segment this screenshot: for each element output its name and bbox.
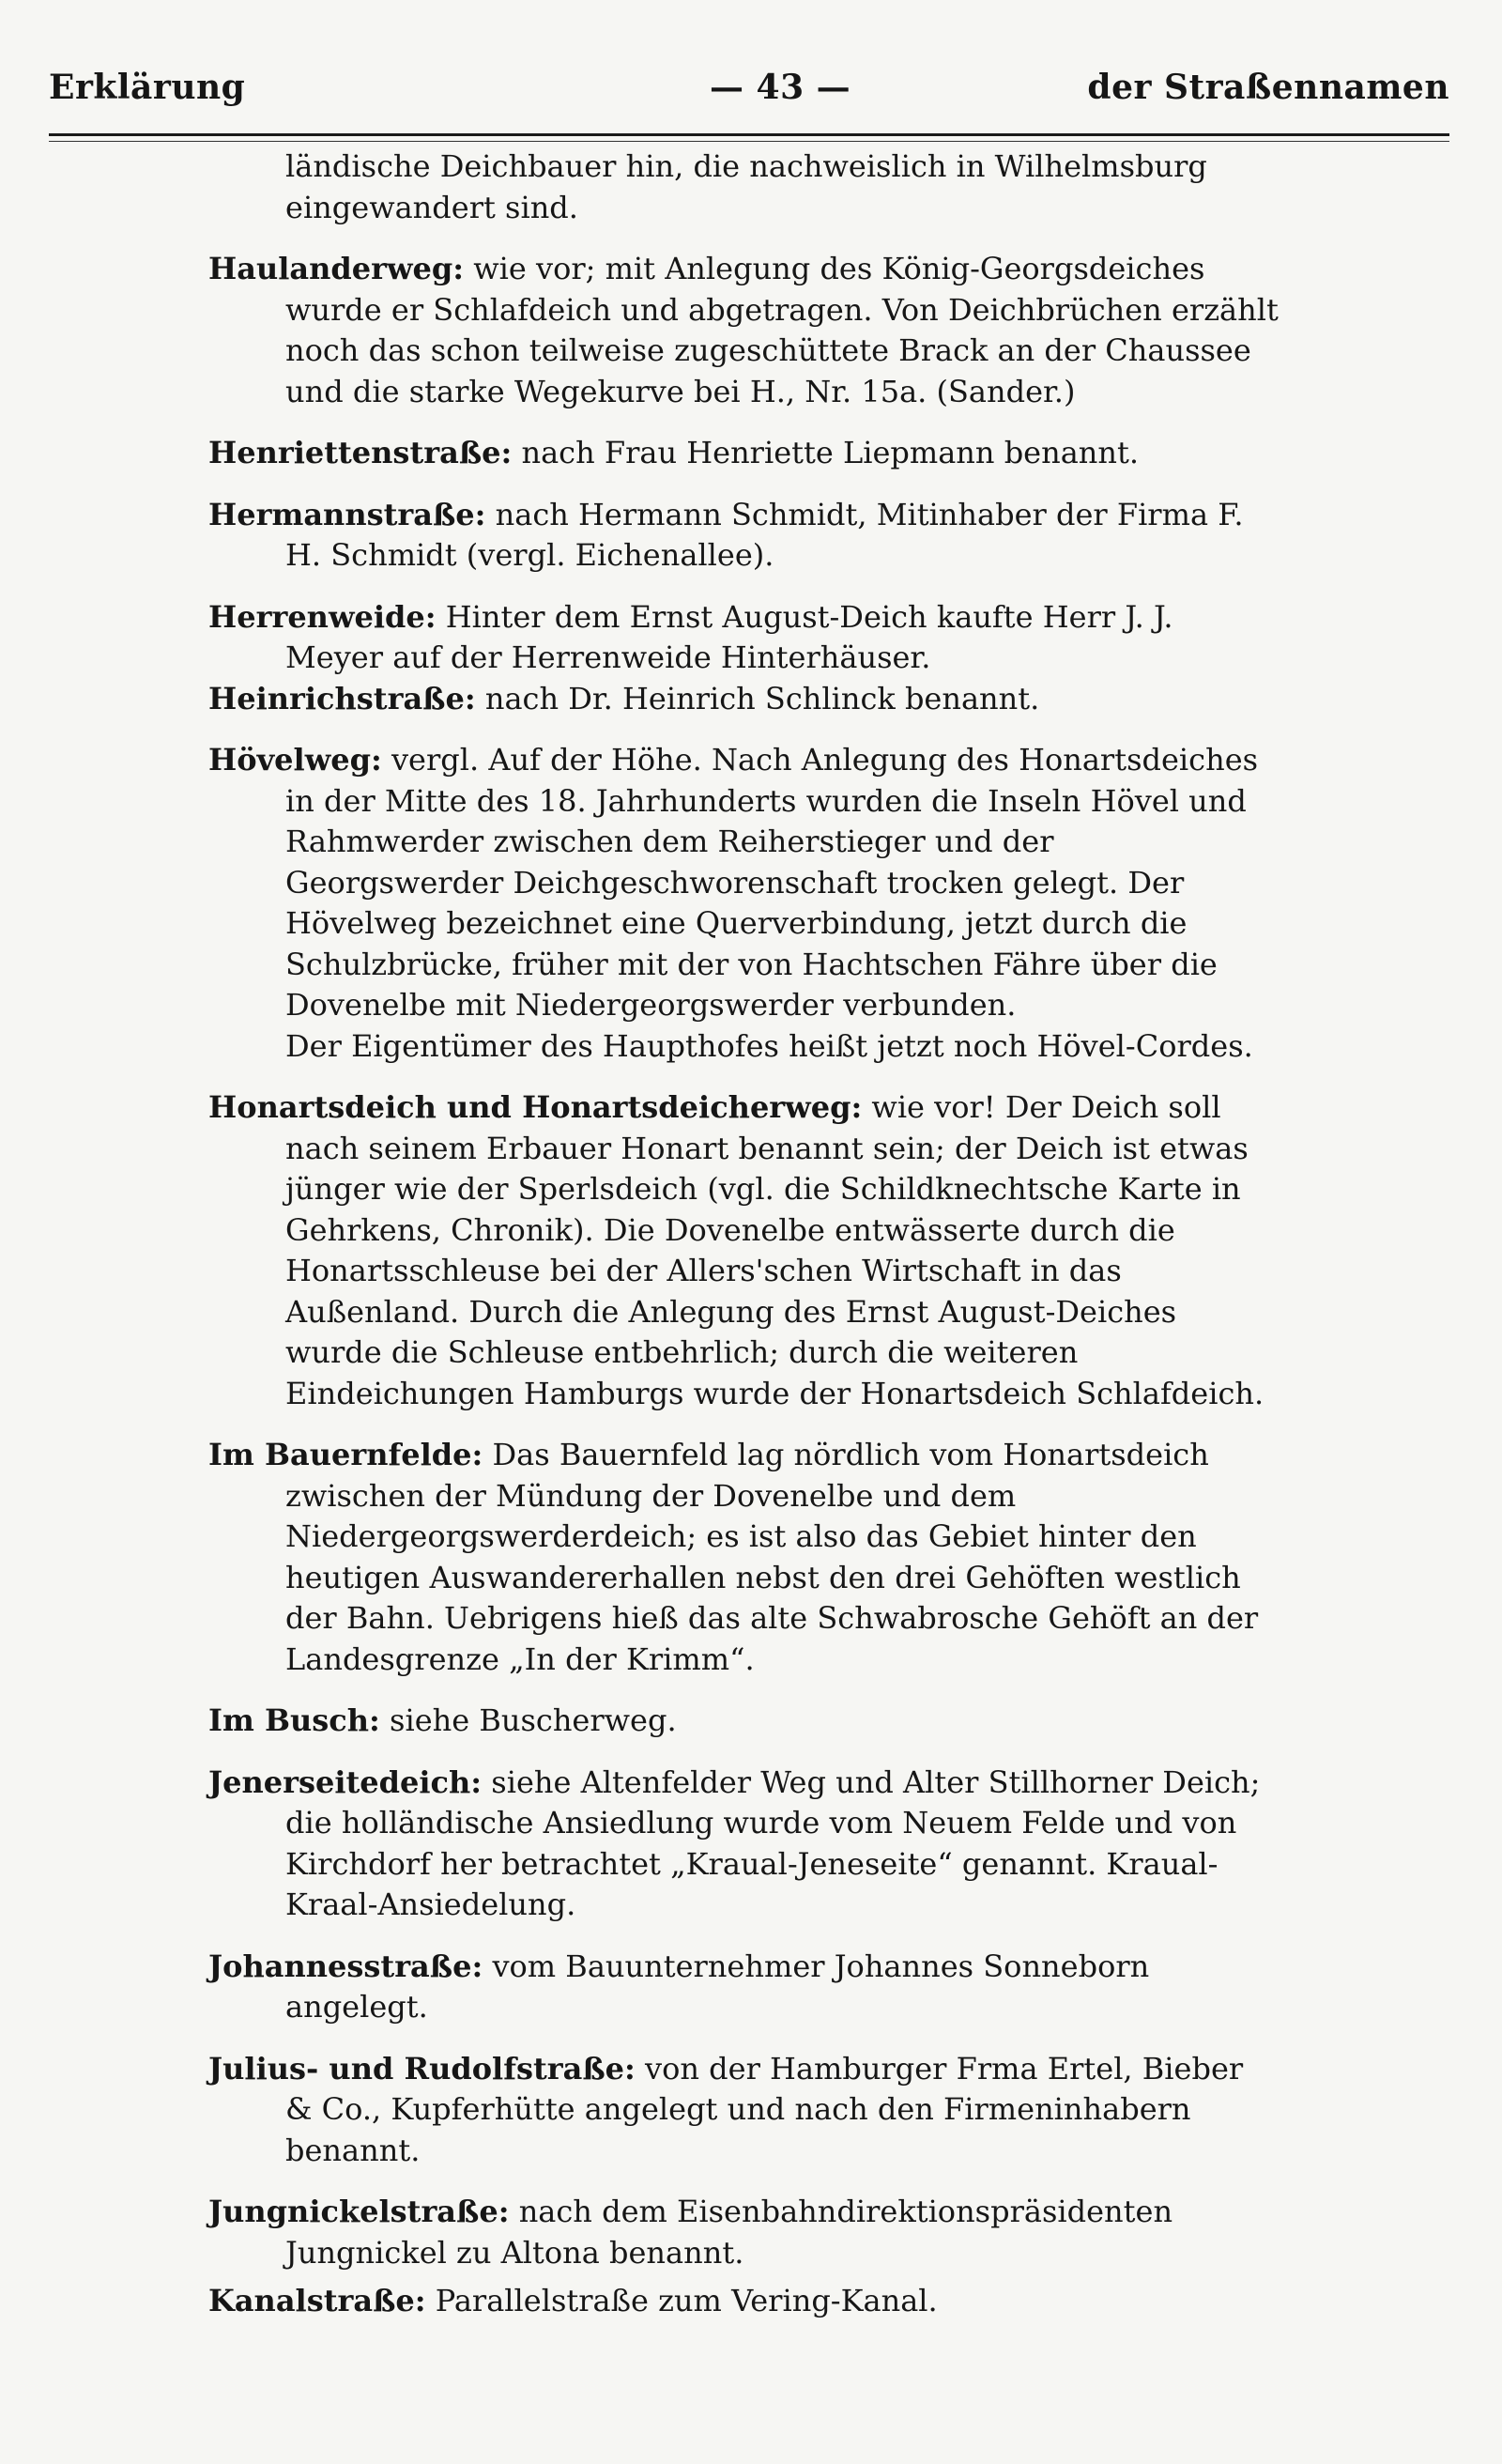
entry-im-busch — [208, 1701, 1279, 1742]
entry-haulanderweg — [208, 249, 1279, 412]
entry-henriettenstrasse — [208, 433, 1279, 474]
entry-term: Haulanderweg: — [208, 251, 465, 286]
entry-text: von der Hamburger Frma Ertel, Bieber & Co., Kupferhütte angelegt und nach den Firmeninhabern benannt. — [285, 2050, 1244, 2168]
entry-term: Jenerseitedeich: — [208, 1763, 483, 1800]
entry-text: wie vor! Der Deich soll nach seinem Erbauer Honart benannt sein; der Deich ist etwas jünger wie der Sperlsdeich (vgl. die Schildknechtsche Karte in Gehrkens, Chronik). Die Dovenelbe entwässerte durch die Honartsschleuse bei der Allers'schen Wirtschaft in das Außenland. Durch die Anlegung des Ernst August-Deiches wurde die Schleuse entbehrlich; durch die weiteren Eindeichungen Hamburgs wurde der Honartsdeich Schlafdeich. — [285, 1089, 1264, 1411]
header-rule-thin — [49, 141, 1449, 142]
entry-term: Hermannstraße: — [208, 496, 486, 532]
entry-text: siehe Altenfelder Weg und Alter Stillhorner Deich; die holländische Ansiedlung wurde vom Neuem Felde und von Kirchdorf her betrachtet „Kraual-Jeneseite“ genannt. Kraual-Kraal-Ansiedelung. — [285, 1763, 1261, 1922]
entry-text: nach Dr. Heinrich Schlinck benannt. — [484, 680, 1040, 716]
entry-text: Das Bauernfeld lag nördlich vom Honartsdeich zwischen der Mündung der Dovenelbe und dem Niedergeorgswerderdeich; es ist also das Gebiet hinter den heutigen Auswandererhallen nebst den drei Gehöften westlich der Bahn. Uebrigens hieß das alte Schwabrosche Gehöft an der Landesgrenze „In der Krimm“. — [285, 1437, 1259, 1677]
entry-text: Hinter dem Ernst August-Deich kaufte Herr J. J. Meyer auf der Herrenweide Hinterhäuser. — [285, 598, 1173, 675]
entry-term: Julius- und Rudolfstraße: — [208, 2050, 636, 2087]
entry-honartsdeich — [208, 1087, 1279, 1414]
entry-term: Henriettenstraße: — [208, 435, 513, 470]
entry-kanalstrasse — [208, 2281, 1279, 2322]
entry-text: vom Bauunternehmer Johannes Sonneborn angelegt. — [285, 1948, 1150, 2025]
entry-text: vergl. Auf der Höhe. Nach Anlegung des Honartsdeiches in der Mitte des 18. Jahrhunderts wurden die Inseln Hövel und Rahmwerder zwischen dem Reiherstieger und der Georgswerder Deichgeschworenschaft trocken gelegt. Der Hövelweg bezeichnet eine Querverbindung, jetzt durch die Schulzbrücke, früher mit der von Hachtschen Fähre über die Dovenelbe mit Niedergeorgswerder verbunden. — [285, 742, 1259, 1023]
entry-term: Heinrichstraße: — [208, 680, 476, 716]
entry-hermannstrasse — [208, 495, 1279, 577]
entry-term: Hövelweg: — [208, 742, 382, 778]
entry-term: Im Busch: — [208, 1702, 380, 1738]
entry-hoevelweg — [208, 740, 1279, 1026]
entry-herrenweide — [208, 597, 1279, 679]
entry-text: ländische Deichbauer hin, die nachweislich in Wilhelmsburg eingewandert sind. — [285, 148, 1207, 225]
header-left: Erklärung — [49, 68, 246, 107]
entry-term: Johannesstraße: — [208, 1948, 483, 1984]
entry-text: nach Frau Henriette Liepmann benannt. — [521, 435, 1140, 470]
entry-text: nach Hermann Schmidt, Mitinhaber der Firma F. H. Schmidt (vergl. Eichenallee). — [285, 496, 1244, 573]
entry-text: siehe Buscherweg. — [390, 1702, 677, 1738]
entry-term: Jungnickelstraße: — [208, 2194, 510, 2229]
entry-term: Honartsdeich und Honartsdeicherweg: — [208, 1089, 863, 1125]
entry-text: wie vor; mit Anlegung des König-Georgsdeiches wurde er Schlafdeich und abgetragen. Von Deichbrüchen erzählt noch das schon teilweise zugeschüttete Brack an der Chaussee und die starke Wegekurve bei H., Nr. 15a. (Sander.) — [285, 251, 1279, 409]
entry-hoevelweg-note — [208, 1026, 1279, 1068]
entry-text: Der Eigentümer des Haupthofes heißt jetzt noch Hövel-Cordes. — [285, 1027, 1253, 1064]
entry-heinrichstrasse — [208, 679, 1279, 720]
entry-jungnickelstrasse — [208, 2192, 1279, 2273]
entry-jenerseitedeich — [208, 1763, 1279, 1926]
entry-term: Herrenweide: — [208, 598, 437, 635]
header-right: der Straßennamen — [1087, 68, 1449, 107]
page-number: — 43 — — [710, 68, 851, 107]
entry-julius-rudolfstrasse — [208, 2049, 1279, 2172]
body-text — [208, 146, 1279, 2322]
entry-text: nach dem Eisenbahndirektionspräsidenten Jungnickel zu Altona benannt. — [285, 2194, 1173, 2271]
entry-continuation — [208, 146, 1279, 228]
entry-im-bauernfelde — [208, 1435, 1279, 1680]
entry-johannesstrasse — [208, 1947, 1279, 2028]
entry-text: Parallelstraße zum Vering-Kanal. — [435, 2283, 938, 2318]
entry-term: Im Bauernfelde: — [208, 1437, 483, 1472]
running-header — [49, 68, 1449, 120]
entry-term: Kanalstraße: — [208, 2283, 426, 2318]
header-rule — [49, 133, 1449, 136]
